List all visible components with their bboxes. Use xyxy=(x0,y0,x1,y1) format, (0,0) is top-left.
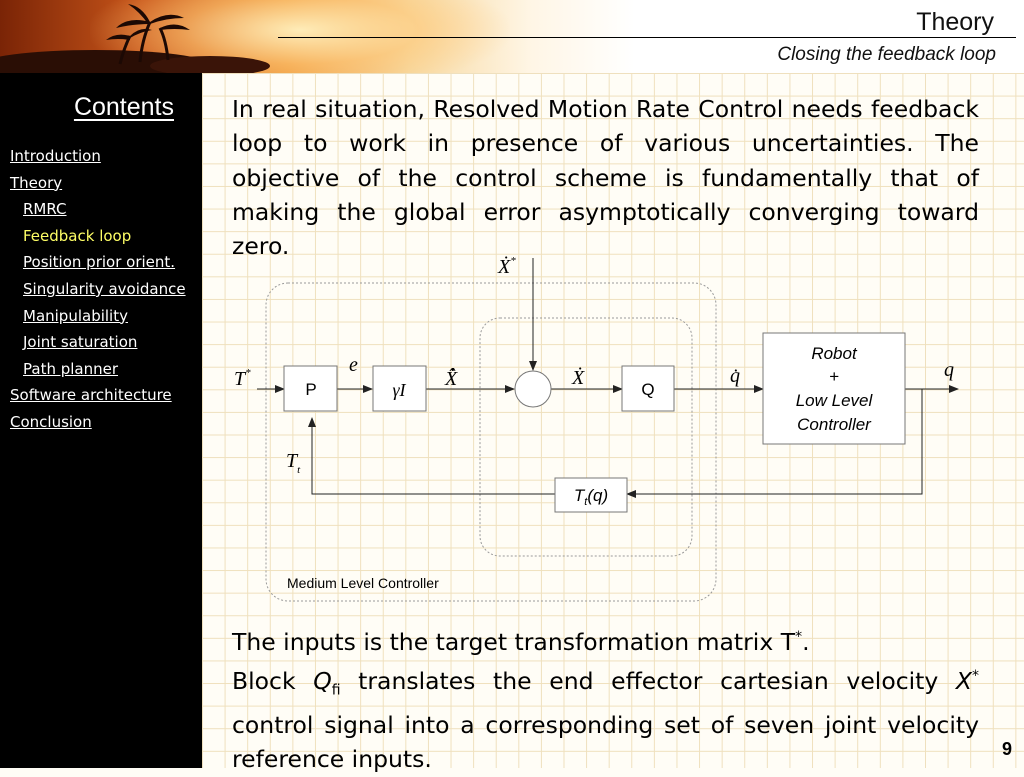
q-block-label: Q xyxy=(641,380,655,399)
sidebar-item-software-architecture[interactable]: Software architecture xyxy=(10,386,172,405)
xdot-star-label: Ẋ* xyxy=(498,255,516,278)
sidebar-nav xyxy=(0,147,186,440)
sidebar-item-feedback-loop[interactable]: Feedback loop xyxy=(23,226,132,245)
sidebar-item-theory[interactable]: Theory xyxy=(10,173,63,192)
inner-loop-region xyxy=(480,318,692,556)
slide-content xyxy=(202,73,1024,774)
sidebar-item-singularity-avoidance[interactable]: Singularity avoidance xyxy=(23,279,186,298)
qdot-label: q̇ xyxy=(730,365,740,387)
error-label: e xyxy=(349,354,358,376)
xdot-label: Ẋ xyxy=(572,367,585,389)
sidebar-item-introduction[interactable]: Introduction xyxy=(10,147,101,165)
tt-block-label: $T_t(q)$ xyxy=(573,486,609,508)
q-output-label: q xyxy=(944,359,954,381)
outro-paragraph: The inputs is the target transformation matrix T*. Block $Q_{fi}$ translates the end effector cartesian velocity X* control signal into a corresponding set of seven joint velocity reference inputs. xyxy=(232,627,980,774)
sidebar-item-rmrc[interactable]: RMRC xyxy=(23,200,67,219)
feedback-loop-diagram xyxy=(202,73,1024,613)
sidebar xyxy=(0,73,202,768)
title-rule xyxy=(278,37,1016,38)
intro-paragraph: In real situation, Resolved Motion Rate Control needs feedback loop to work in presence of various uncertainties. The objective of the control scheme is fundamentally that of making the global error asymptotically converging toward zero. xyxy=(232,95,979,261)
sidebar-item-path-planner[interactable]: Path planner xyxy=(23,359,119,378)
sidebar-item-joint-saturation[interactable]: Joint saturation xyxy=(23,333,138,352)
medium-level-controller-label: Medium Level Controller xyxy=(287,575,439,591)
robot-block-line-3: Low Level xyxy=(795,391,873,410)
robot-block-line-2: + xyxy=(829,367,839,386)
sidebar-item-position-prior-orient[interactable]: Position prior orient. xyxy=(23,253,176,272)
summing-junction xyxy=(515,371,551,407)
gamma-block-label: γI xyxy=(392,380,406,400)
p-block-label: P xyxy=(305,380,317,399)
sidebar-title: Contents xyxy=(73,93,174,121)
page-title: Theory xyxy=(916,8,994,36)
t-star-label: T* xyxy=(234,367,251,390)
sidebar-item-conclusion[interactable]: Conclusion xyxy=(10,412,92,431)
page-number: 9 xyxy=(1001,739,1012,759)
tt-feedback-label: $T_t$ xyxy=(286,450,301,476)
page-subtitle: Closing the feedback loop xyxy=(777,44,996,65)
sidebar-item-manipulability[interactable]: Manipulability xyxy=(23,306,128,325)
xhat-dot-label: X̂̇ xyxy=(445,368,458,390)
outro-line-1: The inputs is the target transformation matrix T*. xyxy=(232,627,810,656)
palm-trees-icon xyxy=(0,0,300,73)
robot-block-line-1: Robot xyxy=(811,344,857,363)
robot-block-line-4: Controller xyxy=(797,415,871,434)
header-banner xyxy=(0,0,1024,73)
